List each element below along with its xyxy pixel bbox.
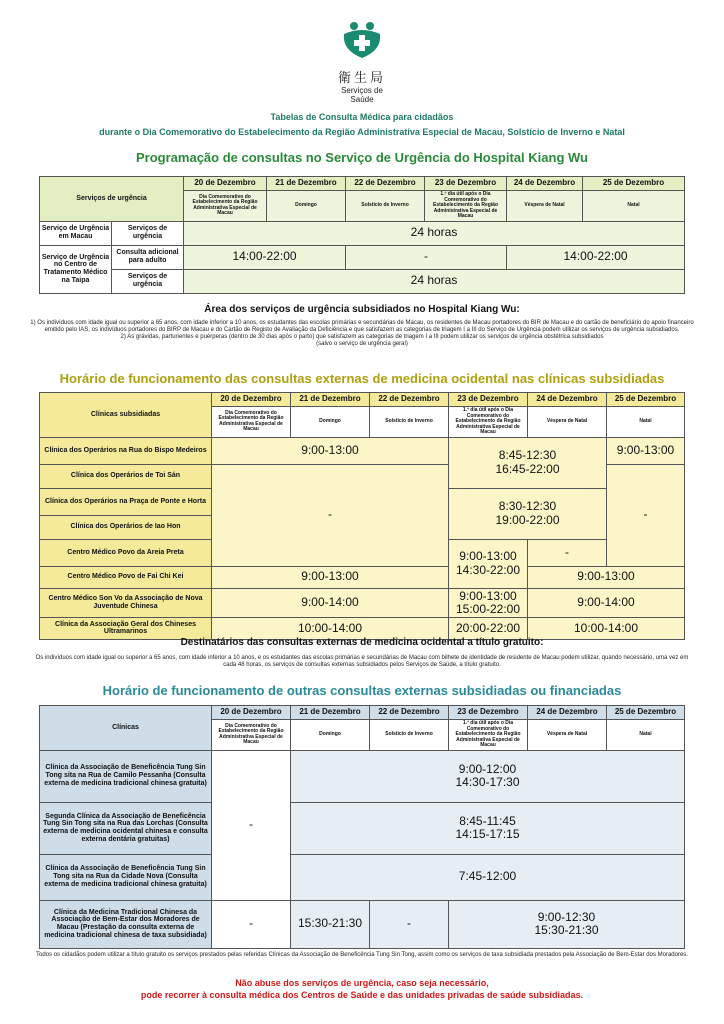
hours-cell: 9:00-13:00 — [212, 566, 449, 588]
health-services-logo — [330, 20, 394, 104]
day-subtitle: Véspera de Natal — [528, 407, 607, 438]
day-subtitle: Solstício de Inverno — [370, 407, 449, 438]
day-subtitle: Dia Comemorativo do Estabelecimento da Região Administrativa Especial de Macau — [184, 191, 267, 222]
warning-line2: pode recorrer à consulta médica dos Centros de Saúde e das unidades privadas de saúde subsidiadas. — [140, 989, 584, 1000]
clinic-name: Clínica da Associação Geral dos Chineses Ultramarinos — [40, 617, 212, 639]
hours-cell: 9:00-12:30 15:30-21:30 — [449, 900, 685, 948]
emergency-col-header: Serviços de urgência — [40, 177, 184, 222]
day-header: 25 de Dezembro — [583, 177, 685, 191]
day-subtitle: 1.º dia útil após o Dia Comemorativo do Estabelecimento da Região Administrativa Especial de Macau — [425, 191, 507, 222]
clinic-name: Clínica da Associação de Beneficência Tung Sin Tong sita na Rua da Cidade Nova (Consulta externa de medicina tradicional chinesa gratuita) — [40, 854, 212, 900]
health-logo-icon — [340, 20, 384, 60]
day-subtitle: Natal — [607, 407, 685, 438]
hours-cell: 24 horas — [184, 269, 685, 293]
row-service: Consulta adicional para adulto — [112, 245, 184, 269]
other-note: Todos os cidadãos podem utilizar a título gratuito os serviços prestados pelas referidas Clínicas da Associação de Beneficência Tung Sin Tong, assim como os serviços de taxa subsidiada prestados pela Associação de Bem-Estar dos Moradores. — [36, 952, 688, 958]
header-line1: Tabelas de Consulta Médica para cidadãos — [270, 112, 454, 122]
hours-cell: 9:00-13:00 — [528, 566, 685, 588]
day-header: 20 de Dezembro — [212, 393, 291, 407]
day-subtitle: Dia Comemorativo do Estabelecimento da Região Administrativa Especial de Macau — [212, 720, 291, 751]
day-subtitle: Domingo — [291, 407, 370, 438]
clinic-name: Clínica dos Operários de Iao Hon — [40, 515, 212, 539]
day-header: 20 de Dezembro — [184, 177, 267, 191]
day-subtitle: Solstício de Inverno — [346, 191, 425, 222]
area-note-1: 1) Os indivíduos com idade igual ou superior a 65 anos, com idade inferior a 10 anos, os estudantes das escolas primárias e secundárias de Macau, os residentes de Macau portadores do BIR de Macau e do cartão de beneficiário do apoio financeiro emitido pelo IAS, os indivíduos portadores do BIRP de Macau e do Cartão de Registo de Avaliação da Deficiência e que satisfazem as categorias de triagem I a III do Serviço de Urgência podem utilizar os serviços de urgência subsidiados. — [30, 320, 694, 333]
hours-cell: - — [528, 539, 607, 566]
free-title: Destinatários das consultas externas de medicina ocidental a título gratuito: — [180, 637, 544, 648]
section1-title: Programação de consultas no Serviço de Urgência do Hospital Kiang Wu — [136, 150, 588, 165]
logo-chinese-text: 衛生局 — [337, 71, 386, 86]
clinic-name: Centro Médico Son Vo da Associação de Nova Juventude Chinesa — [40, 588, 212, 617]
hours-cell: 9:00-13:00 15:00-22:00 — [449, 588, 528, 617]
day-header: 24 de Dezembro — [528, 393, 607, 407]
day-header: 22 de Dezembro — [370, 393, 449, 407]
day-subtitle: Véspera de Natal — [528, 720, 607, 751]
clinic-name: Clínica da Associação de Beneficência Tung Sin Tong sita na Rua de Camilo Pessanha (Consulta externa de medicina tradicional chinesa gratuita) — [40, 750, 212, 802]
hours-cell: 9:00-14:00 — [212, 588, 449, 617]
hours-cell: 9:00-14:00 — [528, 588, 685, 617]
row-place: Serviço de Urgência no Centro de Tratamento Médico na Taipa — [40, 245, 112, 293]
hours-cell: - — [607, 464, 685, 566]
clinic-name: Clínica dos Operários de Toi Sán — [40, 464, 212, 488]
hours-cell: 14:00-22:00 — [184, 245, 346, 269]
hours-cell: - — [212, 750, 291, 900]
hours-cell: 9:00-12:00 14:30-17:30 — [291, 750, 685, 802]
free-note: Os indivíduos com idade igual ou superior a 65 anos, com idade inferior a 10 anos, e os estudantes das escolas primárias e secundárias de Macau com bilhete de identidade de residente de Macau podem utilizar, quando necessário, uma vez em cada 48 horas, os serviços de consultas externas subsidiados pelos Serviços de Saúde, a título gratuito. — [35, 655, 689, 668]
hours-cell: - — [346, 245, 507, 269]
hours-cell: 24 horas — [184, 221, 685, 245]
day-subtitle: 1.º dia útil após o Dia Comemorativo do Estabelecimento da Região Administrativa Especial de Macau — [449, 407, 528, 438]
day-subtitle: Natal — [583, 191, 685, 222]
area-title: Área dos serviços de urgência subsidiados no Hospital Kiang Wu: — [204, 304, 520, 315]
area-note-3: (salvo o serviço de urgência geral) — [316, 340, 408, 347]
day-header: 23 de Dezembro — [449, 393, 528, 407]
day-header: 21 de Dezembro — [267, 177, 346, 191]
section2-title: Horário de funcionamento das consultas externas de medicina ocidental nas clínicas subsidiadas — [59, 371, 665, 386]
hours-cell: 15:30-21:30 — [291, 900, 370, 948]
hours-cell: 8:45-12:30 16:45-22:00 — [449, 437, 607, 488]
hours-cell: 8:30-12:30 19:00-22:00 — [449, 488, 607, 539]
area-note-2: 2) As grávidas, parturientes e puérperas (dentro de 30 dias após o parto) que satisfazem as categorias de triagem I a III podem utilizar os serviços de urgência obstétrica subsidiados — [120, 333, 604, 340]
clinic-name: Clínica da Medicina Tradicional Chinesa da Associação de Bem-Estar dos Moradores de Macau (Prestação da consulta externa de medicina tradicional chinesa de taxa subsidiada) — [40, 900, 212, 948]
clinic-name: Centro Médico Povo da Areia Preta — [40, 539, 212, 566]
day-subtitle: Domingo — [291, 720, 370, 751]
clinic-name: Clínica dos Operários na Praça de Ponte e Horta — [40, 488, 212, 515]
other-clinics-table — [39, 705, 685, 949]
hours-cell: 14:00-22:00 — [507, 245, 685, 269]
hours-cell: 9:00-13:00 14:30-22:00 — [449, 539, 528, 588]
day-header: 21 de Dezembro — [291, 393, 370, 407]
day-subtitle: Dia Comemorativo do Estabelecimento da Região Administrativa Especial de Macau — [212, 407, 291, 438]
other-col-header: Clínicas — [40, 706, 212, 751]
row-service: Serviços de urgência — [112, 221, 184, 245]
hours-cell: - — [212, 900, 291, 948]
hours-cell: - — [370, 900, 449, 948]
hours-cell: 10:00-14:00 — [528, 617, 685, 639]
day-header: 25 de Dezembro — [607, 706, 685, 720]
hours-cell: 20:00-22:00 — [449, 617, 528, 639]
hours-cell: - — [212, 464, 449, 566]
clinic-name: Centro Médico Povo de Fai Chi Kei — [40, 566, 212, 588]
day-subtitle: Véspera de Natal — [507, 191, 583, 222]
warning-line1: Não abuse dos serviços de urgência, caso seja necessário, — [235, 978, 489, 988]
header-line2: durante o Dia Comemorativo do Estabelecimento da Região Administrativa Especial de Macau, Solstício de Inverno e Natal — [99, 127, 625, 137]
hours-cell: 9:00-13:00 — [212, 437, 449, 464]
clinic-name: Clínica dos Operários na Rua do Bispo Medeiros — [40, 437, 212, 464]
row-place: Serviço de Urgência em Macau — [40, 221, 112, 245]
logo-name: Serviços de Saúde — [341, 86, 383, 104]
day-header: 24 de Dezembro — [507, 177, 583, 191]
emergency-table — [39, 176, 685, 294]
day-header: 23 de Dezembro — [425, 177, 507, 191]
warning-footer — [0, 978, 724, 1001]
day-header: 21 de Dezembro — [291, 706, 370, 720]
clinics-table — [39, 392, 685, 640]
day-subtitle: Solstício de Inverno — [370, 720, 449, 751]
clinics-col-header: Clínicas subsidiadas — [40, 393, 212, 438]
row-service: Serviços de urgência — [112, 269, 184, 293]
hours-cell: 7:45-12:00 — [291, 854, 685, 900]
day-header: 22 de Dezembro — [346, 177, 425, 191]
section3-title: Horário de funcionamento de outras consultas externas subsidiadas ou financiadas — [102, 683, 622, 698]
area-notes — [30, 320, 694, 348]
day-header: 22 de Dezembro — [370, 706, 449, 720]
day-header: 23 de Dezembro — [449, 706, 528, 720]
day-header: 24 de Dezembro — [528, 706, 607, 720]
clinic-name: Segunda Clínica da Associação de Beneficência Tung Sin Tong sita na Rua das Lorchas (Consulta externa de medicina ocidental chinesa e consulta externa dentária gratuitas) — [40, 802, 212, 854]
hours-cell: 10:00-14:00 — [212, 617, 449, 639]
day-header: 25 de Dezembro — [607, 393, 685, 407]
hours-cell: 9:00-13:00 — [607, 437, 685, 464]
day-header: 20 de Dezembro — [212, 706, 291, 720]
day-subtitle: Natal — [607, 720, 685, 751]
day-subtitle: 1.º dia útil após o Dia Comemorativo do Estabelecimento da Região Administrativa Especial de Macau — [449, 720, 528, 751]
day-subtitle: Domingo — [267, 191, 346, 222]
hours-cell: 8:45-11:45 14:15-17:15 — [291, 802, 685, 854]
